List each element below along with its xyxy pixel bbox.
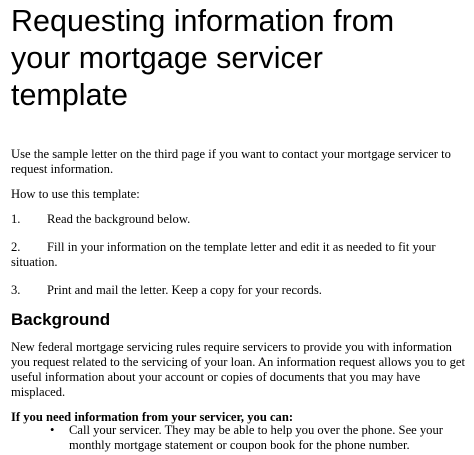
step-item-2 <box>11 240 471 270</box>
step-item-3 <box>11 283 471 298</box>
step-text: Print and mail the letter. Keep a copy for your records. <box>47 283 322 297</box>
how-to-label: How to use this template: <box>11 187 140 201</box>
step-number: 1. <box>11 212 21 226</box>
bullet-text: Call your servicer. They may be able to help you over the phone. See your monthly mortgage statement or coupon book for the phone number. <box>69 423 443 452</box>
intro-paragraph: Use the sample letter on the third page if you want to contact your mortgage servicer to request information. <box>11 147 451 176</box>
step-number: 3. <box>11 283 21 297</box>
step-item-1 <box>11 212 471 227</box>
background-heading: Background <box>11 310 111 329</box>
bullet-icon: • <box>50 423 55 437</box>
document-title: Requesting information from your mortgage servicer template <box>11 4 395 112</box>
step-number: 2. <box>11 240 21 254</box>
step-text: Fill in your information on the template letter and edit it as needed to fit your situation. <box>11 240 436 269</box>
step-text: Read the background below. <box>47 212 191 226</box>
background-subheading: If you need information from your servicer, you can: <box>11 410 294 424</box>
background-paragraph: New federal mortgage servicing rules require servicers to provide you with information you request related to the servicing of your loan. An information request allows you to get useful information about your account or copies of documents that you may have misplaced. <box>11 340 465 399</box>
